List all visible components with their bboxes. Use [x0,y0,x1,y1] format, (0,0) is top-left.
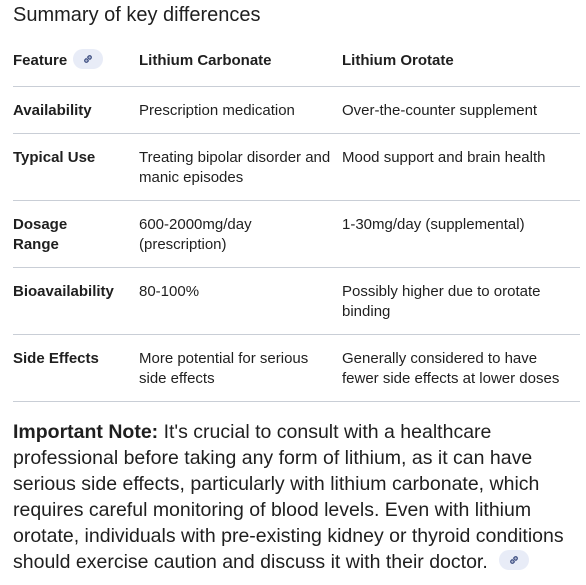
row-orotate-value: Possibly higher due to orotate binding [342,267,580,334]
row-carbonate-value: Prescription medication [139,86,342,133]
row-carbonate-value: Treating bipolar disorder and manic episodes [139,133,342,200]
row-feature: Bioavailability [13,267,139,334]
table-row [13,334,580,401]
row-carbonate-value: More potential for serious side effects [139,334,342,401]
row-feature: Typical Use [13,133,139,200]
section-heading: Summary of key differences [13,4,261,26]
note-label: Important Note: [13,420,159,443]
table-header-row [13,32,580,86]
row-feature: Dosage Range [13,200,139,267]
row-feature: Availability [13,86,139,133]
header-carbonate: Lithium Carbonate [139,32,342,86]
comparison-table [13,32,580,402]
row-orotate-value: Generally considered to have fewer side effects at lower doses [342,334,580,401]
note-text: It's crucial to consult with a healthcare professional before taking any form of lithium, as it can have serious side effects, particularly with lithium carbonate, which requires careful monitoring of blood levels. Even with lithium orotate, individuals with pre-existing kidney or thyroid conditions should exercise caution and discuss it with their doctor. [13,420,564,573]
header-orotate: Lithium Orotate [342,32,580,86]
table-row [13,200,580,267]
row-orotate-value: 1-30mg/day (supplemental) [342,200,580,267]
link-icon [82,53,94,65]
table-row [13,86,580,133]
table-row [13,267,580,334]
source-link-chip[interactable] [499,550,529,570]
important-note [13,419,580,575]
table-row [13,133,580,200]
row-carbonate-value: 80-100% [139,267,342,334]
link-icon [508,554,520,566]
answer-content [13,0,580,575]
row-orotate-value: Over-the-counter supplement [342,86,580,133]
source-link-chip[interactable] [73,49,103,69]
row-feature: Side Effects [13,334,139,401]
header-feature-label: Feature [13,52,68,69]
row-carbonate-value: 600-2000mg/day (prescription) [139,200,342,267]
header-feature [13,32,139,86]
row-orotate-value: Mood support and brain health [342,133,580,200]
